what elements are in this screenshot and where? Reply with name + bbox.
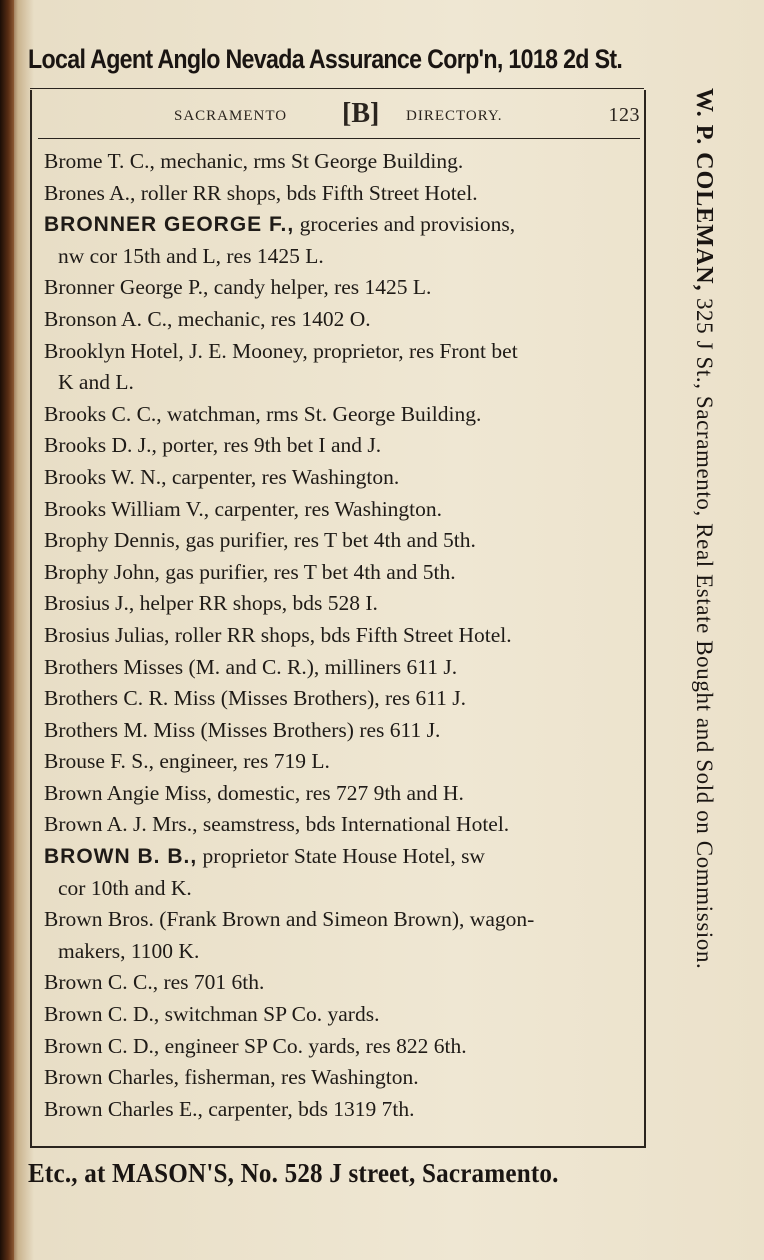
entry-line xyxy=(44,746,640,778)
entry-line xyxy=(44,683,640,715)
directory-entry xyxy=(44,841,640,904)
entry-text: Brothers M. Miss (Misses Brothers) res 611 J. xyxy=(44,717,441,742)
entry-line xyxy=(44,904,640,936)
directory-entry xyxy=(44,1094,640,1126)
entry-line xyxy=(44,652,640,684)
entry-text: Brome T. C., mechanic, rms St George Building. xyxy=(44,149,464,173)
entry-continuation-line xyxy=(44,241,640,273)
entry-text: Brooks William V., carpenter, res Washington. xyxy=(44,496,443,521)
entry-text: Brosius J., helper RR shops, bds 528 I. xyxy=(44,591,378,616)
entry-continuation-line xyxy=(44,367,640,399)
entry-text: Brown Angie Miss, domestic, res 727 9th and H. xyxy=(44,780,464,805)
directory-entry xyxy=(44,809,640,841)
entry-line xyxy=(44,778,640,810)
directory-entry xyxy=(44,146,640,178)
directory-entry xyxy=(44,967,640,999)
entry-continuation-line xyxy=(44,936,640,968)
entry-line xyxy=(44,399,640,431)
entry-line xyxy=(44,178,640,210)
right-ad-name: W. P. COLEMAN, xyxy=(691,88,717,292)
entry-text: groceries and provisions, xyxy=(294,212,516,237)
entry-text: Brown C. D., engineer SP Co. yards, res 822 6th. xyxy=(44,1033,467,1058)
entry-line xyxy=(44,146,640,178)
entry-text: Brooks C. C., watchman, rms St. George Building. xyxy=(44,401,482,426)
entry-text: Brothers C. R. Miss (Misses Brothers), res 611 J. xyxy=(44,686,467,711)
entry-text: Brown C. C., res 701 6th. xyxy=(44,970,265,995)
entry-text: Brouse F. S., engineer, res 719 L. xyxy=(44,749,330,774)
entry-continuation-line xyxy=(44,873,640,905)
directory-entry xyxy=(44,1031,640,1063)
entry-line xyxy=(44,209,640,241)
entry-line xyxy=(44,494,640,526)
entry-line xyxy=(44,336,640,368)
entry-text: Brones A., roller RR shops, bds Fifth Street Hotel. xyxy=(44,180,478,205)
directory-entry xyxy=(44,1062,640,1094)
directory-entry xyxy=(44,999,640,1031)
directory-entries xyxy=(44,146,640,1125)
entry-line xyxy=(44,304,640,336)
directory-entry xyxy=(44,778,640,810)
entry-text: nw cor 15th and L, res 1425 L. xyxy=(58,243,324,268)
entry-line xyxy=(44,462,640,494)
entry-line xyxy=(44,272,640,304)
bottom-advertisement: Etc., at MASON'S, No. 528 J street, Sacramento. xyxy=(28,1158,559,1188)
entry-line xyxy=(44,1062,640,1094)
entry-text: Bronner George P., candy helper, res 1425 L. xyxy=(44,275,432,300)
top-advertisement: Local Agent Anglo Nevada Assurance Corp'n, 1018 2d St. xyxy=(28,44,623,74)
entry-line xyxy=(44,557,640,589)
entry-text: Brown Bros. (Frank Brown and Simeon Brown), wagon- xyxy=(44,907,535,932)
entry-line xyxy=(44,525,640,557)
directory-entry xyxy=(44,272,640,304)
entry-text: Brown Charles E., carpenter, bds 1319 7th. xyxy=(44,1096,415,1121)
directory-entry xyxy=(44,715,640,747)
entry-text: cor 10th and K. xyxy=(58,875,192,900)
entry-text: Brown A. J. Mrs., seamstress, bds International Hotel. xyxy=(44,812,510,837)
entry-text: Brophy John, gas purifier, res T bet 4th and 5th. xyxy=(44,559,456,584)
book-spine xyxy=(0,0,14,1260)
directory-entry xyxy=(44,430,640,462)
directory-entry xyxy=(44,588,640,620)
entry-text: Brophy Dennis, gas purifier, res T bet 4th and 5th. xyxy=(44,528,476,553)
directory-entry xyxy=(44,399,640,431)
entry-text: Bronson A. C., mechanic, res 1402 O. xyxy=(44,306,371,331)
entry-line xyxy=(44,430,640,462)
entry-line xyxy=(44,1031,640,1063)
entry-line xyxy=(44,1094,640,1126)
header-title: DIRECTORY. xyxy=(406,108,503,124)
entry-text: Brooklyn Hotel, J. E. Mooney, proprietor, res Front bet xyxy=(44,338,518,363)
directory-entry xyxy=(44,494,640,526)
entry-line xyxy=(44,967,640,999)
directory-entry xyxy=(44,209,640,272)
entry-text: Brown C. D., switchman SP Co. yards. xyxy=(44,1002,380,1027)
entry-bold-name: BROWN B. B., xyxy=(44,845,198,869)
directory-entry xyxy=(44,304,640,336)
entry-text: Brooks D. J., porter, res 9th bet I and J. xyxy=(44,433,382,458)
directory-entry xyxy=(44,462,640,494)
entry-line xyxy=(44,620,640,652)
entry-bold-name: BRONNER GEORGE F., xyxy=(44,213,295,237)
right-ad-text: 325 J St., Sacramento, Real Estate Bought and Sold on Commission. xyxy=(692,291,717,970)
directory-entry xyxy=(44,336,640,399)
entry-text: Brooks W. N., carpenter, res Washington. xyxy=(44,464,400,489)
entry-text: Brown Charles, fisherman, res Washington. xyxy=(44,1065,419,1090)
page-header xyxy=(36,100,640,132)
directory-entry xyxy=(44,746,640,778)
header-city: SACRAMENTO xyxy=(174,108,288,124)
header-rule xyxy=(38,138,640,139)
page-number: 123 xyxy=(608,104,640,126)
entry-text: Brothers Misses (M. and C. R.), milliners 611 J. xyxy=(44,654,458,679)
entry-text: makers, 1100 K. xyxy=(58,938,200,963)
directory-entry xyxy=(44,178,640,210)
entry-line xyxy=(44,588,640,620)
directory-entry xyxy=(44,652,640,684)
directory-entry xyxy=(44,557,640,589)
entry-line xyxy=(44,715,640,747)
header-section-letter: [B] xyxy=(342,98,380,129)
entry-line xyxy=(44,999,640,1031)
frame-top-rule xyxy=(30,88,644,89)
right-side-advertisement xyxy=(677,88,717,1158)
entry-line xyxy=(44,841,640,873)
entry-text: proprietor State House Hotel, sw xyxy=(197,844,485,869)
entry-text: K and L. xyxy=(58,370,134,395)
entry-text: Brosius Julias, roller RR shops, bds Fifth Street Hotel. xyxy=(44,622,512,647)
directory-entry xyxy=(44,683,640,715)
entry-line xyxy=(44,809,640,841)
directory-entry xyxy=(44,620,640,652)
directory-entry xyxy=(44,525,640,557)
directory-entry xyxy=(44,904,640,967)
